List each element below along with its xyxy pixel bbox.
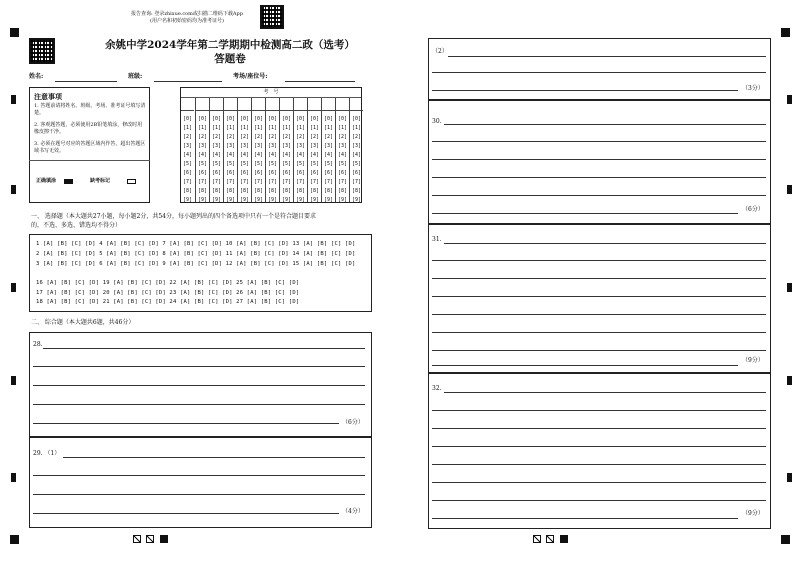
- id-digit-column: [209, 98, 222, 202]
- id-digit-bubble[interactable]: [7]: [239, 179, 250, 185]
- id-digit-bubble[interactable]: [7]: [295, 179, 306, 185]
- title-line-1: 余姚中学2024学年第二学期期中检测高二政（选考）: [105, 39, 355, 51]
- id-digit-column: [223, 98, 236, 202]
- id-digit-bubble[interactable]: [3]: [281, 143, 292, 149]
- answer-line: [33, 366, 365, 367]
- id-digit-bubble[interactable]: [1]: [253, 125, 264, 131]
- id-digit-bubble[interactable]: [3]: [323, 143, 334, 149]
- id-write-box[interactable]: [224, 98, 237, 111]
- id-digit-bubble[interactable]: [6]: [253, 170, 264, 176]
- mc-row-3[interactable]: 3 [A] [B] [C] [D] 6 [A] [B] [C] [D] 9 [A] [B] [C] [D] 12 [A] [B] [C] [D] 15 [A] [B] [C] [D]: [36, 261, 356, 267]
- id-digit-bubble[interactable]: [6]: [323, 170, 334, 176]
- exam-id-header: 考 号: [263, 89, 279, 95]
- id-digit-bubble[interactable]: [7]: [182, 179, 193, 185]
- q29-2-score: （3分）: [742, 85, 764, 92]
- id-digit-bubble[interactable]: [4]: [323, 152, 334, 158]
- answer-line: [432, 278, 766, 279]
- notes-item-3: 3. 必须在题号对应的答题区域内作答，超出答题区域书写无效。: [34, 141, 146, 154]
- qr-code-top: [260, 5, 284, 29]
- id-digit-bubble[interactable]: [8]: [211, 188, 222, 194]
- id-digit-bubble[interactable]: [6]: [182, 170, 193, 176]
- mc-row-2[interactable]: 2 [A] [B] [C] [D] 5 [A] [B] [C] [D] 8 [A] [B] [C] [D] 11 [A] [B] [C] [D] 14 [A] [B] [C] [D]: [36, 251, 356, 257]
- id-digit-bubble[interactable]: [4]: [351, 152, 362, 158]
- id-write-box[interactable]: [266, 98, 279, 111]
- q30-score: （6分）: [742, 206, 764, 213]
- id-digit-bubble[interactable]: [4]: [239, 152, 250, 158]
- id-write-box[interactable]: [280, 98, 293, 111]
- id-digit-bubble[interactable]: [6]: [211, 170, 222, 176]
- exam-id-grid: [180, 87, 362, 203]
- mc-row-4[interactable]: 16 [A] [B] [C] [D] 19 [A] [B] [C] [D] 22 [A] [B] [C] [D] 25 [A] [B] [C] [D]: [36, 280, 300, 286]
- id-digit-bubble[interactable]: [4]: [295, 152, 306, 158]
- answer-line: [33, 475, 365, 476]
- id-digit-bubble[interactable]: [8]: [253, 188, 264, 194]
- answer-line: [432, 195, 766, 196]
- id-digit-bubble[interactable]: [0]: [239, 116, 250, 122]
- id-digit-bubble[interactable]: [9]: [351, 197, 362, 203]
- id-digit-bubble[interactable]: [7]: [309, 179, 320, 185]
- id-digit-bubble[interactable]: [4]: [253, 152, 264, 158]
- id-digit-bubble[interactable]: [6]: [197, 170, 208, 176]
- id-digit-bubble[interactable]: [2]: [182, 134, 193, 140]
- page-mark-right-2: [546, 535, 554, 543]
- answer-line: [432, 177, 766, 178]
- id-digit-bubble[interactable]: [3]: [309, 143, 320, 149]
- id-digit-column: [265, 98, 278, 202]
- id-digit-bubble[interactable]: [1]: [309, 125, 320, 131]
- id-digit-bubble[interactable]: [2]: [253, 134, 264, 140]
- id-digit-bubble[interactable]: [1]: [337, 125, 348, 131]
- answer-line: [432, 72, 766, 73]
- qr-code-left: [29, 38, 55, 64]
- q30-answer-box[interactable]: [428, 100, 771, 224]
- id-digit-bubble[interactable]: [4]: [197, 152, 208, 158]
- id-digit-bubble[interactable]: [7]: [281, 179, 292, 185]
- id-digit-bubble[interactable]: [8]: [337, 188, 348, 194]
- timing-mark: [11, 185, 16, 194]
- id-digit-bubble[interactable]: [5]: [239, 161, 250, 167]
- q29-label: 29. （1）: [33, 450, 61, 457]
- id-digit-bubble[interactable]: [3]: [211, 143, 222, 149]
- id-digit-bubble[interactable]: [6]: [225, 170, 236, 176]
- answer-line: [33, 385, 365, 386]
- id-digit-bubble[interactable]: [0]: [211, 116, 222, 122]
- answer-line: [432, 365, 738, 366]
- id-digit-bubble[interactable]: [9]: [295, 197, 306, 203]
- q32-answer-box[interactable]: [428, 373, 771, 529]
- answer-line: [432, 260, 766, 261]
- correct-fill-label: 正确填涂: [36, 178, 57, 184]
- page-mark-left-3: [160, 535, 168, 543]
- id-digit-bubble[interactable]: [3]: [197, 143, 208, 149]
- id-digit-column: [293, 98, 306, 202]
- id-digit-bubble[interactable]: [5]: [351, 161, 362, 167]
- answer-line: [432, 159, 766, 160]
- id-digit-bubble[interactable]: [7]: [211, 179, 222, 185]
- id-digit-bubble[interactable]: [6]: [267, 170, 278, 176]
- id-digit-bubble[interactable]: [4]: [309, 152, 320, 158]
- id-digit-bubble[interactable]: [6]: [337, 170, 348, 176]
- answer-line: [432, 314, 766, 315]
- report-notice: [112, 11, 262, 25]
- q32-score: （9分）: [742, 510, 764, 517]
- id-digit-bubble[interactable]: [7]: [197, 179, 208, 185]
- id-write-box[interactable]: [322, 98, 335, 111]
- notes-title: 注意事项: [34, 92, 62, 101]
- page-mark-left-2: [146, 535, 154, 543]
- id-digit-bubble[interactable]: [1]: [225, 125, 236, 131]
- id-write-box[interactable]: [350, 98, 363, 111]
- id-digit-bubble[interactable]: [9]: [211, 197, 222, 203]
- page-mark-right-3: [560, 535, 568, 543]
- id-write-box[interactable]: [181, 98, 194, 111]
- id-digit-bubble[interactable]: [4]: [337, 152, 348, 158]
- id-digit-bubble[interactable]: [2]: [197, 134, 208, 140]
- correct-fill-sample: [64, 179, 73, 184]
- id-digit-column: [307, 98, 320, 202]
- answer-line: [33, 423, 339, 424]
- registration-mark: [781, 535, 790, 544]
- id-digit-bubble[interactable]: [1]: [182, 125, 193, 131]
- answer-line: [432, 518, 738, 519]
- answer-line: [432, 482, 766, 483]
- id-digit-bubble[interactable]: [1]: [267, 125, 278, 131]
- id-write-box[interactable]: [308, 98, 321, 111]
- notice-line-1: 报告查询: 登录zhixue.com或扫描二维码下载App: [131, 11, 243, 17]
- page-mark-left-1: [133, 535, 141, 543]
- id-digit-bubble[interactable]: [9]: [281, 197, 292, 203]
- id-digit-bubble[interactable]: [8]: [295, 188, 306, 194]
- notes-divider: [29, 160, 150, 161]
- answer-line: [432, 90, 738, 91]
- timing-mark: [787, 283, 792, 292]
- timing-mark: [11, 283, 16, 292]
- id-digit-bubble[interactable]: [8]: [182, 188, 193, 194]
- answer-line: [33, 494, 365, 495]
- id-digit-bubble[interactable]: [9]: [337, 197, 348, 203]
- id-digit-bubble[interactable]: [7]: [351, 179, 362, 185]
- q28-label: 28.: [33, 341, 43, 348]
- answer-line: [432, 410, 766, 411]
- answer-line: [432, 350, 766, 351]
- id-digit-bubble[interactable]: [8]: [225, 188, 236, 194]
- id-digit-bubble[interactable]: [4]: [281, 152, 292, 158]
- id-digit-bubble[interactable]: [2]: [225, 134, 236, 140]
- id-digit-bubble[interactable]: [2]: [309, 134, 320, 140]
- id-digit-bubble[interactable]: [7]: [337, 179, 348, 185]
- absent-mark-checkbox[interactable]: [127, 179, 136, 184]
- class-label: 班级:: [128, 73, 143, 80]
- id-digit-bubble[interactable]: [0]: [267, 116, 278, 122]
- id-digit-bubble[interactable]: [2]: [281, 134, 292, 140]
- id-digit-bubble[interactable]: [4]: [267, 152, 278, 158]
- mc-row-6[interactable]: 18 [A] [B] [C] [D] 21 [A] [B] [C] [D] 24 [A] [B] [C] [D] 27 [A] [B] [C] [D]: [36, 299, 300, 305]
- id-digit-bubble[interactable]: [1]: [281, 125, 292, 131]
- absent-mark-label: 缺考标记: [90, 178, 111, 184]
- id-digit-bubble[interactable]: [8]: [309, 188, 320, 194]
- id-digit-bubble[interactable]: [1]: [323, 125, 334, 131]
- answer-line: [33, 404, 365, 405]
- id-digit-bubble[interactable]: [3]: [253, 143, 264, 149]
- id-digit-column: [279, 98, 292, 202]
- q31-label: 31.: [432, 236, 442, 243]
- id-digit-bubble[interactable]: [8]: [267, 188, 278, 194]
- id-digit-bubble[interactable]: [1]: [351, 125, 362, 131]
- answer-line: [444, 124, 766, 125]
- timing-mark: [787, 473, 792, 482]
- answer-line: [63, 457, 365, 458]
- id-digit-column: [181, 98, 194, 202]
- seat-label: 考场/座位号:: [233, 73, 268, 80]
- id-digit-bubble[interactable]: [4]: [182, 152, 193, 158]
- id-write-box[interactable]: [252, 98, 265, 111]
- id-digit-column: [349, 98, 362, 202]
- id-digit-bubble[interactable]: [4]: [211, 152, 222, 158]
- answer-line: [432, 296, 766, 297]
- answer-line: [448, 56, 766, 57]
- id-digit-bubble[interactable]: [8]: [281, 188, 292, 194]
- id-digit-bubble[interactable]: [2]: [267, 134, 278, 140]
- notes-item-1: 1. 答题前请将姓名、班级、考场、准考证号填写清楚。: [34, 103, 146, 116]
- id-digit-bubble[interactable]: [3]: [295, 143, 306, 149]
- id-digit-column: [251, 98, 264, 202]
- id-digit-bubble[interactable]: [0]: [225, 116, 236, 122]
- id-write-box[interactable]: [196, 98, 209, 111]
- q32-label: 32.: [432, 385, 442, 392]
- id-digit-column: [237, 98, 250, 202]
- id-digit-bubble[interactable]: [0]: [182, 116, 193, 122]
- id-digit-bubble[interactable]: [0]: [253, 116, 264, 122]
- id-digit-bubble[interactable]: [3]: [182, 143, 193, 149]
- id-digit-bubble[interactable]: [7]: [253, 179, 264, 185]
- section2-heading: 二、 综合题（本大题共6题，共46分）: [31, 319, 135, 326]
- answer-line: [432, 213, 738, 214]
- answer-line: [432, 332, 766, 333]
- id-digit-bubble[interactable]: [0]: [295, 116, 306, 122]
- id-digit-bubble[interactable]: [5]: [337, 161, 348, 167]
- id-digit-bubble[interactable]: [5]: [309, 161, 320, 167]
- timing-mark: [787, 95, 792, 104]
- id-digit-bubble[interactable]: [6]: [281, 170, 292, 176]
- title-line-2: 答题卷: [214, 53, 246, 65]
- id-digit-bubble[interactable]: [2]: [295, 134, 306, 140]
- timing-mark: [11, 376, 16, 385]
- id-digit-bubble[interactable]: [7]: [267, 179, 278, 185]
- id-write-box[interactable]: [336, 98, 349, 111]
- id-digit-bubble[interactable]: [3]: [337, 143, 348, 149]
- answer-line: [33, 513, 339, 514]
- page-title: [80, 38, 380, 66]
- id-digit-bubble[interactable]: [0]: [309, 116, 320, 122]
- id-digit-bubble[interactable]: [2]: [211, 134, 222, 140]
- id-digit-bubble[interactable]: [3]: [267, 143, 278, 149]
- id-digit-bubble[interactable]: [5]: [281, 161, 292, 167]
- id-digit-bubble[interactable]: [2]: [323, 134, 334, 140]
- id-digit-bubble[interactable]: [3]: [225, 143, 236, 149]
- id-digit-bubble[interactable]: [9]: [253, 197, 264, 203]
- id-digit-bubble[interactable]: [9]: [182, 197, 193, 203]
- answer-line: [432, 500, 766, 501]
- section1-heading-b: 的，不选、多选、错选均不得分）: [31, 222, 122, 229]
- id-digit-bubble[interactable]: [3]: [351, 143, 362, 149]
- id-digit-bubble[interactable]: [3]: [239, 143, 250, 149]
- id-digit-column: [335, 98, 348, 202]
- id-digit-bubble[interactable]: [0]: [197, 116, 208, 122]
- registration-mark: [10, 535, 19, 544]
- id-digit-bubble[interactable]: [6]: [351, 170, 362, 176]
- id-digit-bubble[interactable]: [4]: [225, 152, 236, 158]
- id-digit-bubble[interactable]: [1]: [197, 125, 208, 131]
- id-digit-bubble[interactable]: [5]: [197, 161, 208, 167]
- id-digit-bubble[interactable]: [0]: [323, 116, 334, 122]
- id-digit-bubble[interactable]: [5]: [253, 161, 264, 167]
- page-mark-right-1: [533, 535, 541, 543]
- timing-mark: [787, 376, 792, 385]
- id-digit-bubble[interactable]: [7]: [225, 179, 236, 185]
- q29-score: （4分）: [342, 508, 364, 515]
- section1-heading-a: 一、 选择题（本大题共27小题，每小题2分，共54分，每小题列出的四个备选项中只有一个是符合题目要求: [31, 213, 316, 220]
- timing-mark: [787, 185, 792, 194]
- answer-line: [444, 243, 766, 244]
- id-write-box[interactable]: [294, 98, 307, 111]
- id-digit-bubble[interactable]: [9]: [225, 197, 236, 203]
- id-digit-bubble[interactable]: [5]: [323, 161, 334, 167]
- notes-item-2: 2. 客观题答题，必须使用2B铅笔填涂，修改时用橡皮擦干净。: [34, 122, 143, 135]
- name-field[interactable]: [55, 81, 117, 82]
- id-digit-bubble[interactable]: [9]: [267, 197, 278, 203]
- id-digit-bubble[interactable]: [9]: [309, 197, 320, 203]
- id-digit-bubble[interactable]: [5]: [211, 161, 222, 167]
- id-digit-bubble[interactable]: [2]: [337, 134, 348, 140]
- q30-label: 30.: [432, 118, 442, 125]
- answer-line: [432, 141, 766, 142]
- id-digit-bubble[interactable]: [5]: [267, 161, 278, 167]
- q31-score: （9分）: [742, 357, 764, 364]
- q29-answer-box[interactable]: [29, 437, 372, 528]
- mc-row-1[interactable]: 1 [A] [B] [C] [D] 4 [A] [B] [C] [D] 7 [A] [B] [C] [D] 10 [A] [B] [C] [D] 13 [A] [B] [C] [D]: [36, 241, 356, 247]
- id-digit-bubble[interactable]: [8]: [197, 188, 208, 194]
- id-digit-bubble[interactable]: [6]: [295, 170, 306, 176]
- id-digit-column: [321, 98, 334, 202]
- id-write-box[interactable]: [238, 98, 251, 111]
- id-digit-bubble[interactable]: [2]: [351, 134, 362, 140]
- timing-mark: [11, 95, 16, 104]
- answer-line: [432, 446, 766, 447]
- registration-mark: [781, 28, 790, 37]
- id-digit-bubble[interactable]: [9]: [197, 197, 208, 203]
- answer-line: [444, 392, 766, 393]
- id-digit-bubble[interactable]: [7]: [323, 179, 334, 185]
- mc-row-5[interactable]: 17 [A] [B] [C] [D] 20 [A] [B] [C] [D] 23 [A] [B] [C] [D] 26 [A] [B] [C] [D]: [36, 290, 300, 296]
- answer-line: [432, 428, 766, 429]
- id-digit-bubble[interactable]: [8]: [323, 188, 334, 194]
- q28-score: （6分）: [342, 419, 364, 426]
- id-digit-bubble[interactable]: [5]: [295, 161, 306, 167]
- q29-2-label: （2）: [432, 48, 448, 55]
- id-digit-bubble[interactable]: [8]: [239, 188, 250, 194]
- id-digit-bubble[interactable]: [6]: [309, 170, 320, 176]
- seat-field[interactable]: [285, 81, 355, 82]
- id-digit-bubble[interactable]: [5]: [182, 161, 193, 167]
- id-digit-bubble[interactable]: [9]: [323, 197, 334, 203]
- id-digit-column: [195, 98, 208, 202]
- id-digit-bubble[interactable]: [1]: [295, 125, 306, 131]
- id-digit-bubble[interactable]: [1]: [211, 125, 222, 131]
- id-digit-bubble[interactable]: [5]: [225, 161, 236, 167]
- name-label: 姓名:: [29, 73, 44, 80]
- id-digit-bubble[interactable]: [2]: [239, 134, 250, 140]
- id-digit-bubble[interactable]: [8]: [351, 188, 362, 194]
- notice-line-2: (用户名和初始密码均为准考证号): [150, 18, 224, 24]
- answer-line: [432, 464, 766, 465]
- id-write-box[interactable]: [210, 98, 223, 111]
- id-digit-bubble[interactable]: [0]: [351, 116, 362, 122]
- timing-mark: [11, 473, 16, 482]
- answer-line: [43, 348, 365, 349]
- class-field[interactable]: [154, 81, 222, 82]
- id-digit-bubble[interactable]: [9]: [239, 197, 250, 203]
- id-digit-bubble[interactable]: [6]: [239, 170, 250, 176]
- id-digit-bubble[interactable]: [1]: [239, 125, 250, 131]
- id-digit-bubble[interactable]: [0]: [337, 116, 348, 122]
- registration-mark: [10, 28, 19, 37]
- id-digit-bubble[interactable]: [0]: [281, 116, 292, 122]
